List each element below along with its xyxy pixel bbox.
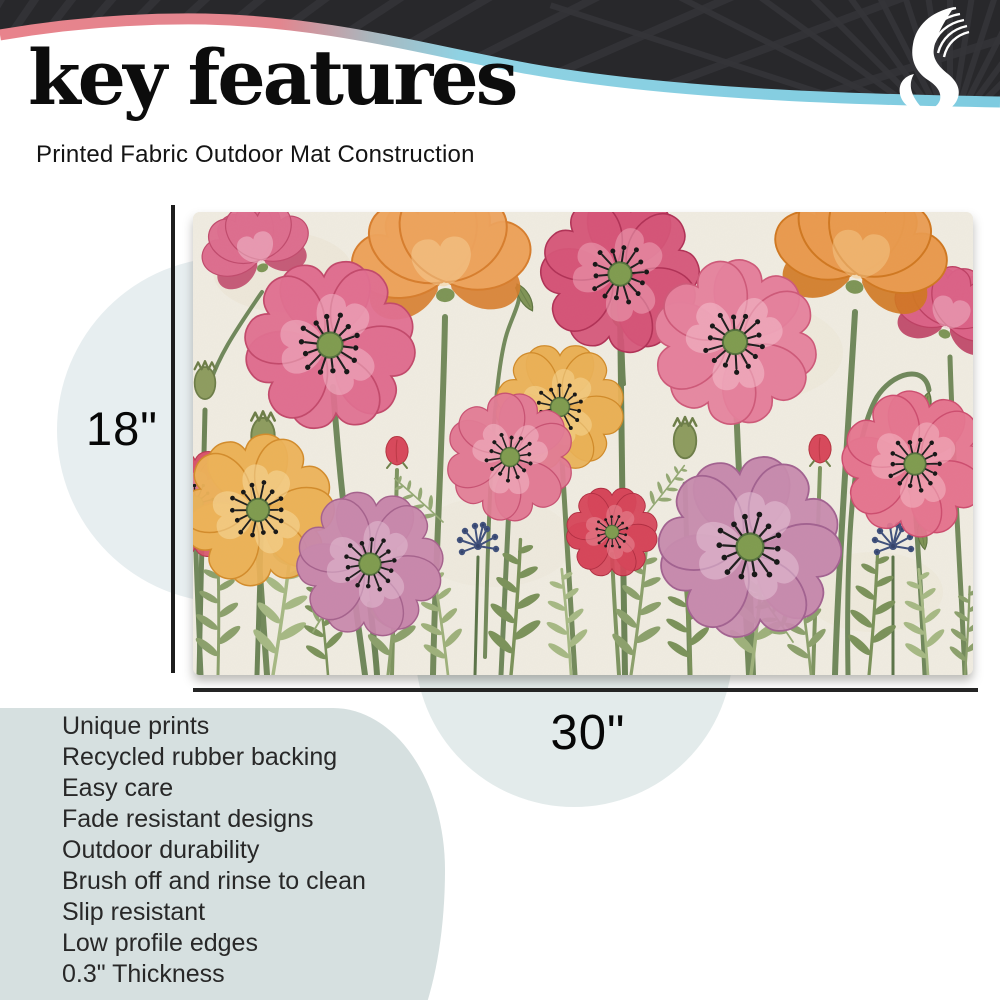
feature-list [62,711,366,990]
page-title: key features [28,33,516,122]
dimension-line-horizontal [193,688,978,692]
feature-item: Outdoor durability [62,836,260,864]
page-subtitle: Printed Fabric Outdoor Mat Construction [36,141,475,168]
product-image [193,212,973,675]
feature-item: Unique prints [62,712,210,740]
feature-item: Low profile edges [62,929,258,957]
feature-item: Brush off and rinse to clean [62,867,366,895]
feature-item: Easy care [62,774,174,802]
dimension-label-width: 30" [550,706,626,760]
feature-item: Recycled rubber backing [62,743,338,771]
feature-item: Slip resistant [62,898,206,926]
dimension-label-height: 18" [86,402,158,455]
mat-illustration [193,212,973,675]
feature-item: Fade resistant designs [62,805,314,833]
feature-item: 0.3" Thickness [62,960,225,988]
